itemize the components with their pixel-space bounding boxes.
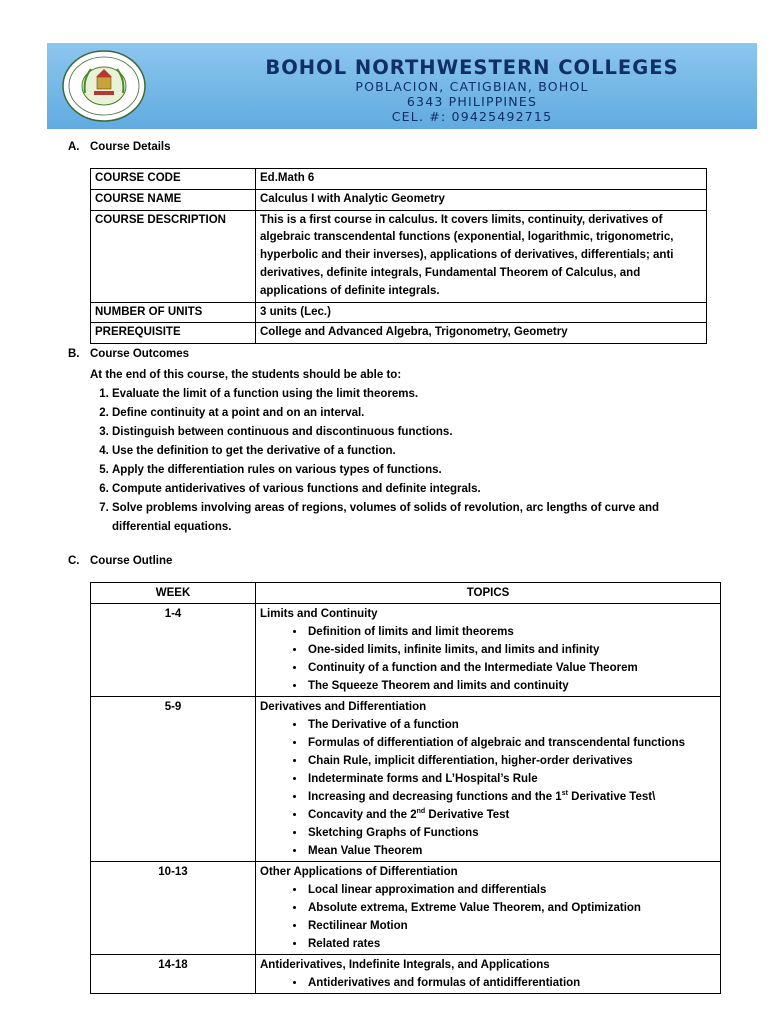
topic-heading: Antiderivatives, Indefinite Integrals, and Applications (260, 959, 550, 971)
table-row (91, 604, 721, 697)
topic-heading: Derivatives and Differentiation (260, 701, 427, 713)
course-details-table (90, 168, 707, 344)
address-line-3: CEL. #: 09425492715 (391, 109, 553, 124)
list-item: 1. Evaluate the limit of a function using the limit theorems. (112, 385, 720, 404)
units-label: NUMBER OF UNITS (91, 302, 256, 323)
course-outcomes (90, 366, 720, 537)
topic-list (260, 881, 716, 953)
week-cell: 10-13 (91, 862, 256, 955)
table-row (91, 302, 707, 323)
course-name-value: Calculus I with Analytic Geometry (256, 189, 707, 210)
list-item: • Increasing and decreasing functions and the 1st Derivative Test\ (306, 788, 716, 806)
course-description-label: COURSE DESCRIPTION (91, 210, 256, 302)
course-name-label: COURSE NAME (91, 189, 256, 210)
prerequisite-value: College and Advanced Algebra, Trigonometry, Geometry (256, 323, 707, 344)
table-header-row (91, 583, 721, 604)
list-item: • Continuity of a function and the Intermediate Value Theorem (306, 659, 716, 677)
list-item: 5. Apply the differentiation rules on various types of functions. (112, 461, 720, 480)
table-row (91, 210, 707, 302)
topic-list (260, 716, 716, 860)
section-c-letter: C. (68, 555, 80, 567)
list-item: • Related rates (306, 935, 716, 953)
list-item: 4. Use the definition to get the derivative of a function. (112, 442, 720, 461)
table-row (91, 862, 721, 955)
table-row (91, 189, 707, 210)
list-item: • Sketching Graphs of Functions (306, 824, 716, 842)
topic-heading: Limits and Continuity (260, 608, 378, 620)
week-cell: 5-9 (91, 697, 256, 862)
section-b-heading (68, 348, 189, 360)
list-item: • The Derivative of a function (306, 716, 716, 734)
topics-cell (256, 604, 721, 697)
course-description-value: This is a first course in calculus. It covers limits, continuity, derivatives of algebraic transcendental functions (exponential, logarithmic, trigonometric, hyperbolic and their inverses), applications of derivatives, differentials; anti derivatives, definite integrals, Fundamental Theorem of Calculus, and applications of definite integrals. (256, 210, 707, 302)
list-item: • Chain Rule, implicit differentiation, higher-order derivatives (306, 752, 716, 770)
section-a-letter: A. (68, 141, 80, 153)
list-item: 7. Solve problems involving areas of regions, volumes of solids of revolution, arc lengths of curve and differential equations. (112, 499, 720, 537)
topic-list (260, 623, 716, 695)
list-item: • One-sided limits, infinite limits, and limits and infinity (306, 641, 716, 659)
topics-cell (256, 862, 721, 955)
list-item: • The Squeeze Theorem and limits and continuity (306, 677, 716, 695)
list-item: • Antiderivatives and formulas of antidifferentiation (306, 974, 716, 992)
section-b-letter: B. (68, 348, 80, 360)
college-name: BOHOL NORTHWESTERN COLLEGES (265, 56, 679, 79)
list-item: • Absolute extrema, Extreme Value Theorem, and Optimization (306, 899, 716, 917)
table-row (91, 697, 721, 862)
list-item: • Local linear approximation and differentials (306, 881, 716, 899)
units-value: 3 units (Lec.) (256, 302, 707, 323)
course-code-value: Ed.Math 6 (256, 169, 707, 190)
table-row (91, 955, 721, 994)
list-item: 3. Distinguish between continuous and discontinuous functions. (112, 423, 720, 442)
table-row (91, 323, 707, 344)
college-seal-icon (61, 49, 147, 123)
section-b-title: Course Outcomes (90, 348, 190, 360)
header-banner (47, 43, 757, 129)
college-heading (197, 56, 747, 124)
outcomes-intro: At the end of this course, the students should be able to: (90, 369, 402, 381)
address-line-1: POBLACION, CATIGBIAN, BOHOL (355, 79, 589, 94)
course-outline-table (90, 582, 721, 994)
prerequisite-label: PREREQUISITE (91, 323, 256, 344)
section-c-title: Course Outline (90, 555, 173, 567)
week-cell: 1-4 (91, 604, 256, 697)
address-line-2: 6343 PHILIPPINES (406, 94, 538, 109)
section-a-heading (68, 141, 171, 153)
list-item: • Indeterminate forms and L’Hospital’s Rule (306, 770, 716, 788)
topic-heading: Other Applications of Differentiation (260, 866, 458, 878)
list-item: • Formulas of differentiation of algebraic and transcendental functions (306, 734, 716, 752)
week-column-header: WEEK (91, 583, 256, 604)
topics-cell (256, 697, 721, 862)
section-c-heading (68, 555, 172, 567)
topics-cell (256, 955, 721, 994)
list-item: 6. Compute antiderivatives of various functions and definite integrals. (112, 480, 720, 499)
list-item: 2. Define continuity at a point and on an interval. (112, 404, 720, 423)
topic-list (260, 974, 716, 992)
table-row (91, 169, 707, 190)
course-code-label: COURSE CODE (91, 169, 256, 190)
list-item: • Concavity and the 2nd Derivative Test (306, 806, 716, 824)
outcomes-list (90, 385, 720, 537)
list-item: • Definition of limits and limit theorems (306, 623, 716, 641)
week-cell: 14-18 (91, 955, 256, 994)
section-a-title: Course Details (90, 141, 171, 153)
list-item: • Rectilinear Motion (306, 917, 716, 935)
topics-column-header: TOPICS (256, 583, 721, 604)
list-item: • Mean Value Theorem (306, 842, 716, 860)
